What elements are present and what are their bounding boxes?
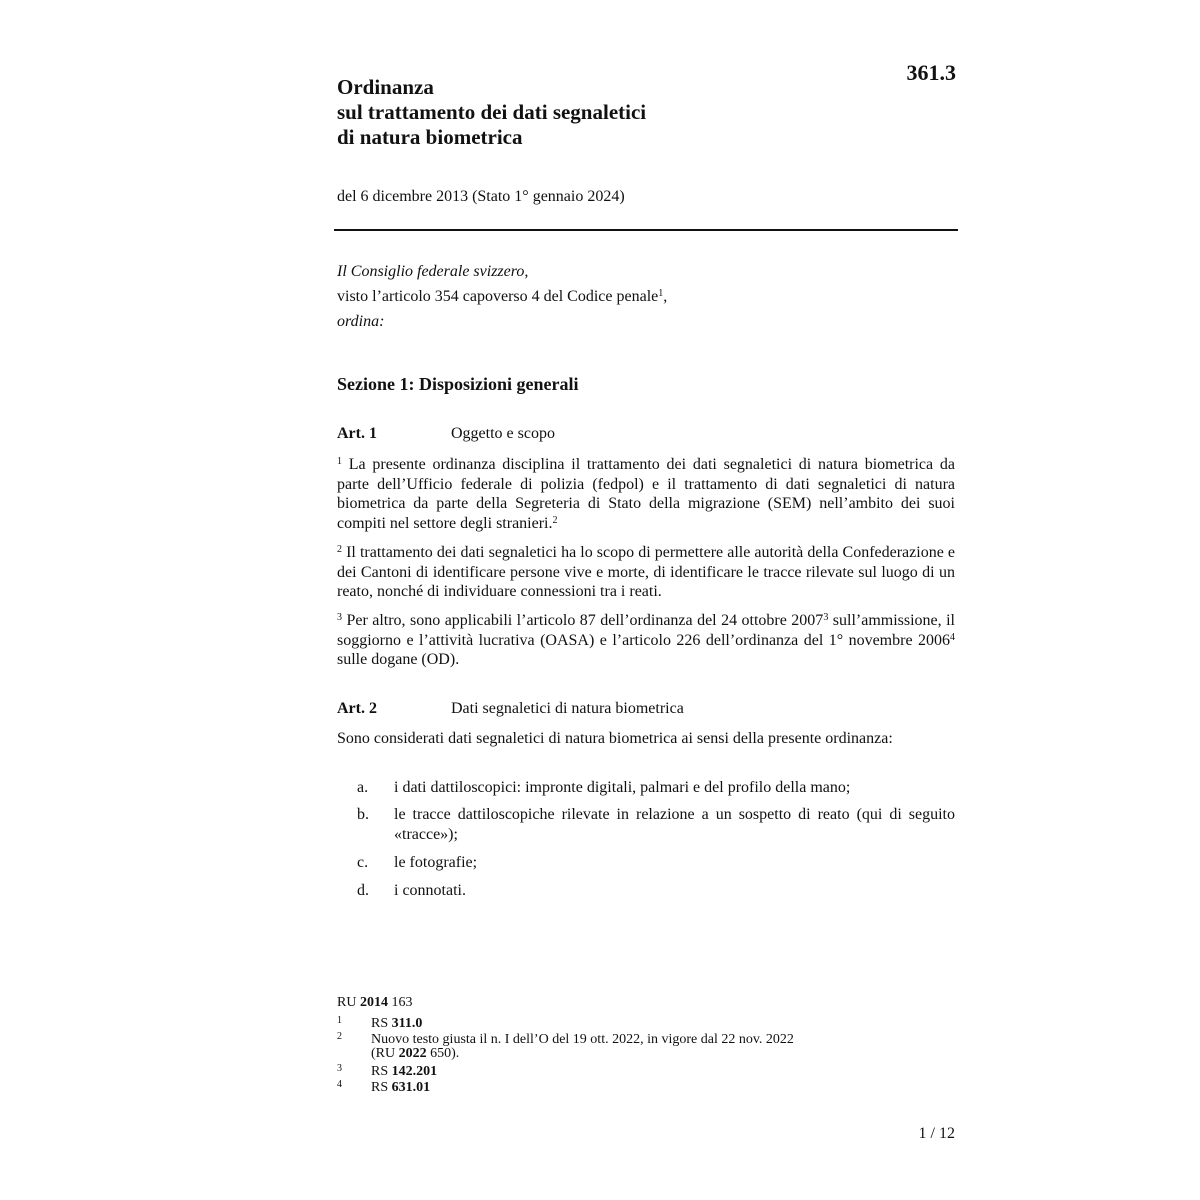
footnote-ref-3[interactable]: 3 (823, 612, 829, 623)
ru-year: 2014 (359, 995, 388, 1010)
footnote-text (371, 1065, 881, 1079)
footnote-text (371, 1017, 881, 1031)
footnote-prefix: RS (371, 1080, 392, 1095)
art-1-paragraph-2 (337, 543, 955, 602)
footnote-line-1: Nuovo testo giusta il n. I dell’O del 19 ott. 2022, in vigore dal 22 nov. 2022 (371, 1032, 794, 1047)
paragraph-text: Il trattamento dei dati segnaletici ha lo scopo di permettere alle autorità della Confederazione e dei Cantoni di identificare persone vive e morte, di identificare le tracce rilevate sul luogo di un reato, nonché di individuare connessioni tra i reati. (337, 544, 955, 600)
footnote-prefix: RS (371, 1016, 392, 1031)
footnote-line-2-pre: (RU (371, 1046, 399, 1061)
footnote-ref: 631.01 (391, 1080, 431, 1095)
ru-page: 163 (387, 995, 413, 1010)
art-2-number: Art. 2 (337, 700, 377, 717)
footnote-number: 3 (337, 1063, 342, 1074)
list-item-label: c. (357, 854, 369, 871)
preamble-orders: ordina: (337, 313, 385, 330)
paragraph-number: 3 (337, 612, 342, 623)
footnote-number: 1 (337, 1015, 342, 1026)
title-line-3: di natura biometrica (337, 125, 523, 149)
footnote-number: 2 (337, 1031, 342, 1042)
preamble-basis (337, 284, 957, 309)
art-1-title: Oggetto e scopo (451, 425, 555, 442)
art-2-intro: Sono considerati dati segnaletici di natura biometrica ai sensi della presente ordinanza: (337, 730, 893, 747)
date-status: del 6 dicembre 2013 (Stato 1° gennaio 2024) (337, 188, 625, 205)
preamble-authority: Il Consiglio federale svizzero, (337, 263, 529, 280)
paragraph-text: La presente ordinanza disciplina il trattamento dei dati segnaletici di natura biometrica da parte dell’Ufficio federale di polizia (fedpol) e il trattamento di dati segnaletici di natura biometrica da parte della Segreteria di Stato della migrazione (SEM) nell’ambito dei suoi compiti nel settore degli stranieri. (337, 456, 955, 532)
title-line-1: Ordinanza (337, 75, 434, 99)
list-item-label: a. (357, 779, 369, 796)
art-1-number: Art. 1 (337, 425, 377, 442)
footnote-ref-1[interactable]: 1 (658, 288, 664, 299)
preamble (337, 259, 957, 334)
footnote-ref-4[interactable]: 4 (950, 631, 955, 643)
paragraph-text: Per altro, sono applicabili l’articolo 87 dell’ordinanza del 24 ottobre 2007 (342, 612, 824, 629)
art-1-heading (337, 425, 957, 443)
footnote-line-2-post: 650). (426, 1046, 460, 1061)
art-2-title: Dati segnaletici di natura biometrica (451, 700, 684, 717)
title-line-2: sul trattamento dei dati segnaletici (337, 100, 647, 124)
paragraph-text: sulle dogane (OD). (337, 651, 460, 668)
sr-number: 361.3 (906, 60, 956, 85)
section-1-heading: Sezione 1: Disposizioni generali (337, 374, 579, 394)
art-1-paragraph-3 (337, 611, 955, 670)
footnote-text (371, 1033, 881, 1061)
paragraph-text: sull’ammissione, il soggiorno e l’attività lucrativa (OASA) e l’articolo 226 dell’ordinanza del 1° novembre 2006 (337, 612, 955, 649)
page-number: 1 / 12 (918, 1125, 955, 1142)
ru-prefix: RU (337, 995, 360, 1010)
footnote-prefix: RS (371, 1064, 392, 1079)
preamble-basis-end: , (663, 288, 668, 305)
footnote-ref: 142.201 (391, 1064, 438, 1079)
footnote-ref: 311.0 (391, 1016, 423, 1031)
list-item-text: le fotografie; (394, 854, 478, 871)
ru-reference (337, 995, 412, 1011)
preamble-basis-text: visto l’articolo 354 capoverso 4 del Codice penale (337, 288, 659, 305)
art-2-heading (337, 700, 957, 718)
art-1-paragraph-1 (337, 455, 955, 533)
paragraph-number: 2 (337, 544, 342, 555)
list-item-text: i dati dattiloscopici: impronte digitali, palmari e del profilo della mano; (394, 779, 851, 796)
paragraph-number: 1 (337, 456, 342, 467)
list-item-label: b. (357, 806, 369, 823)
list-item-text: le tracce dattiloscopiche rilevate in relazione a un sospetto di reato (qui di seguito «tracce»); (394, 806, 955, 843)
footnote-ref-2[interactable]: 2 (552, 514, 558, 526)
footnote-text (371, 1081, 881, 1095)
document-title (337, 75, 857, 150)
title-divider (334, 229, 958, 231)
list-item-text: i connotati. (394, 882, 466, 899)
list-item-label: d. (357, 882, 369, 899)
footnote-line-2-bold: 2022 (398, 1046, 427, 1061)
footnote-number: 4 (337, 1079, 342, 1090)
